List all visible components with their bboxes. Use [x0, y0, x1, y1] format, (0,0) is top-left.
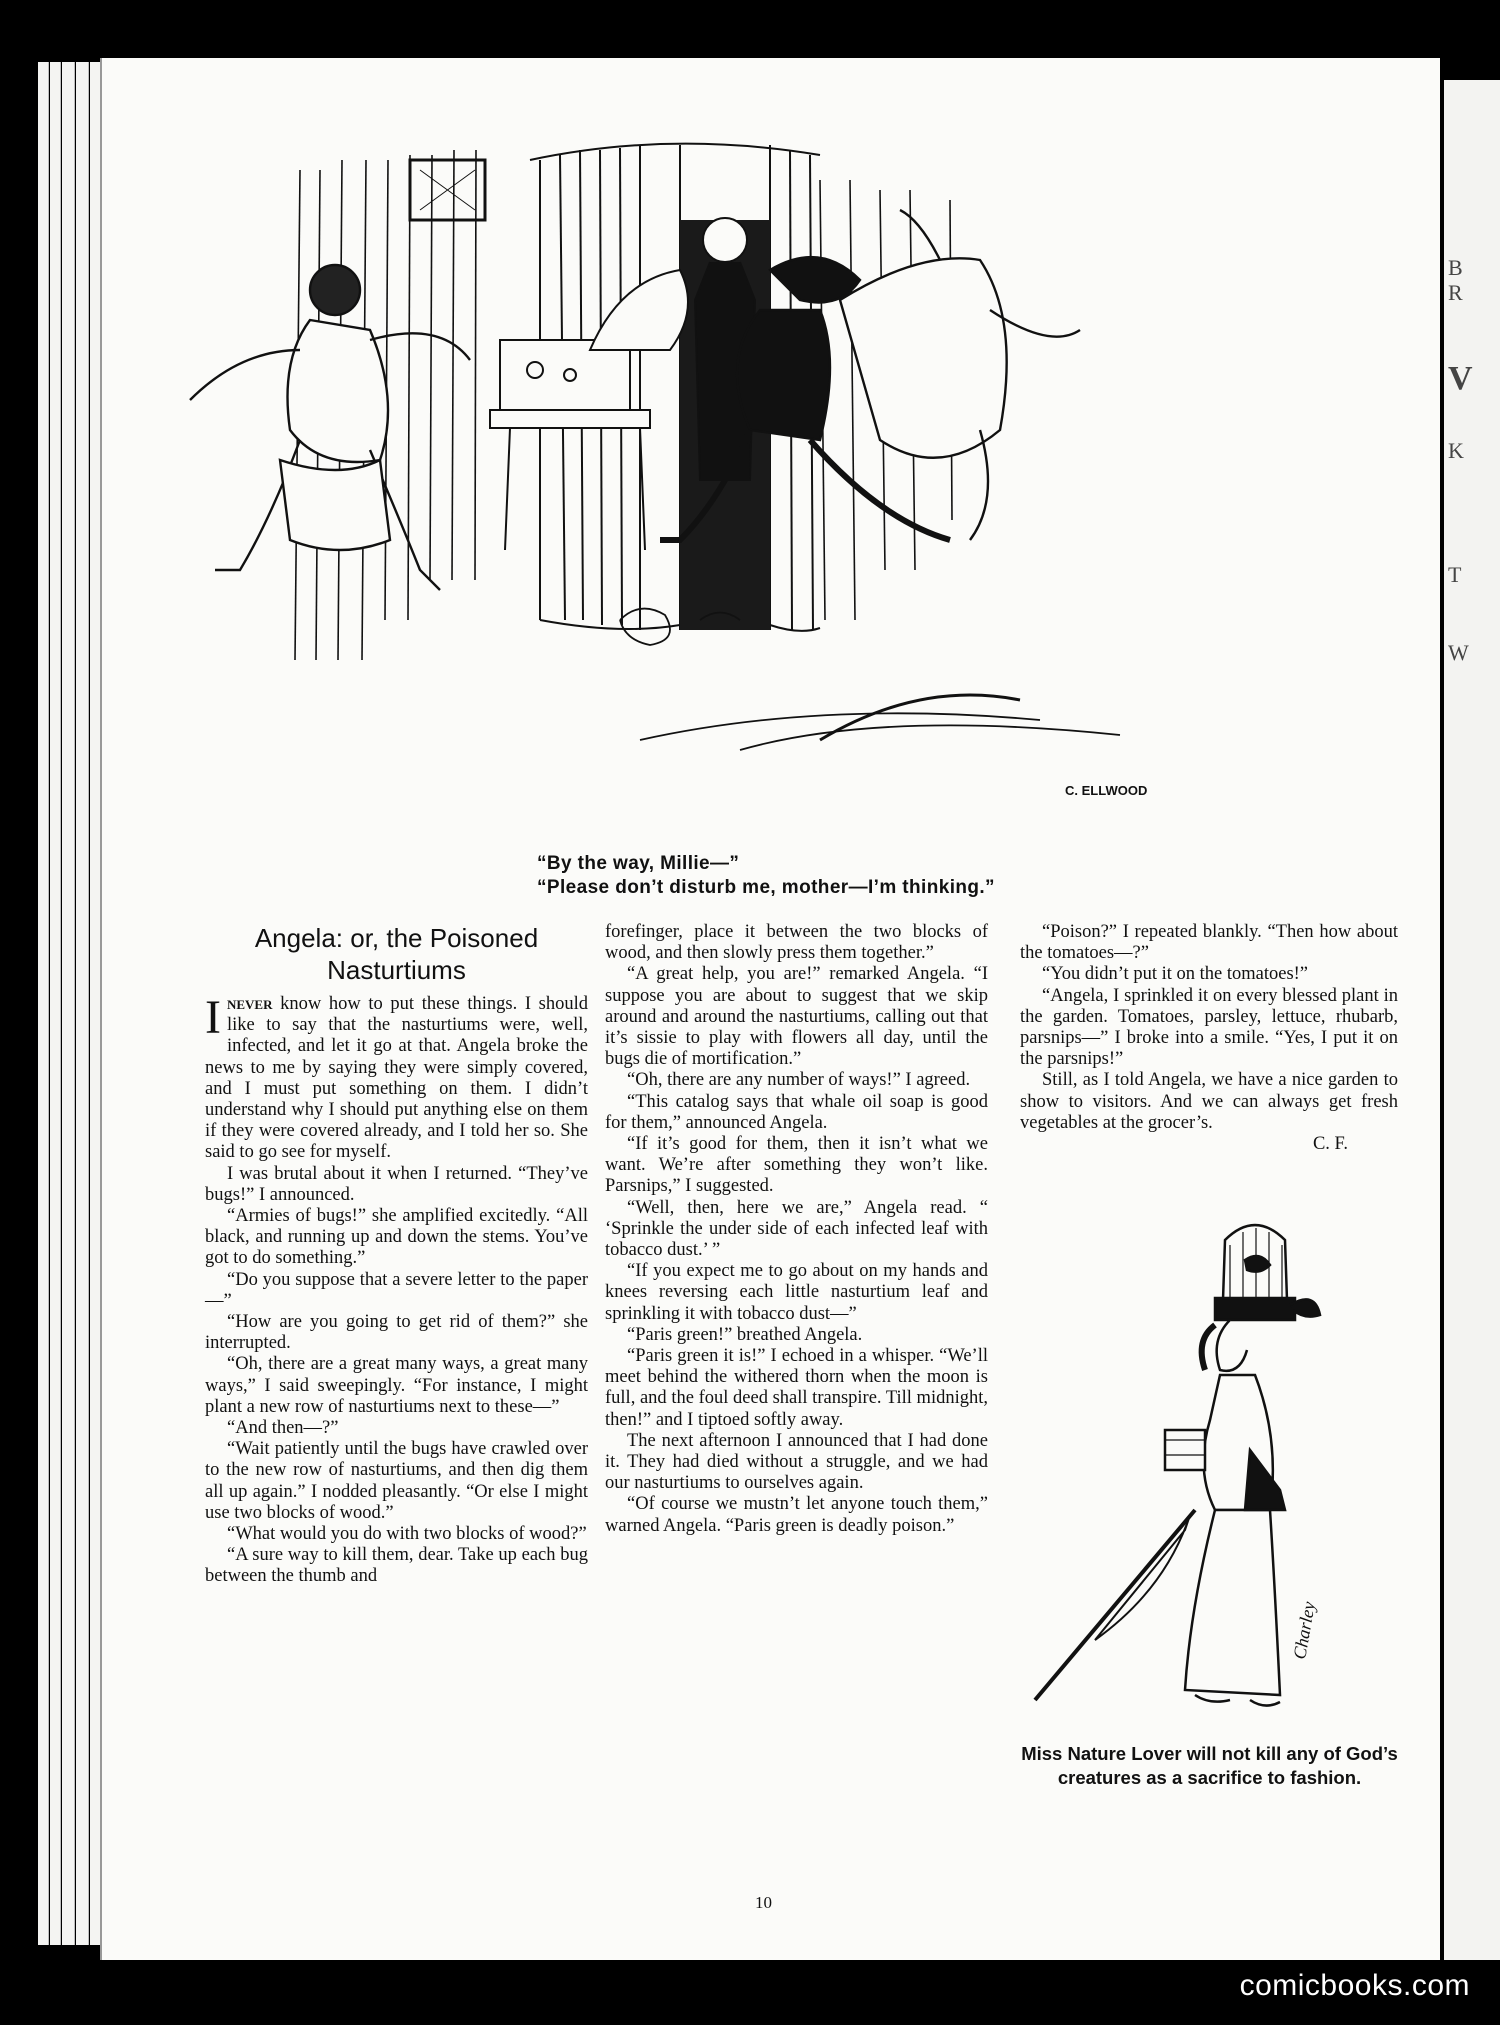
book-edge — [50, 62, 61, 1945]
paragraph: “If you expect me to go about on my hands and knees reversing each little nasturtium leaf and sprinkling it with tobacco dust—” — [605, 1261, 988, 1324]
next-page-fragment: B — [1448, 255, 1463, 280]
drop-cap: I — [205, 991, 221, 1044]
article-title: Angela: or, the Poisoned Nasturtiums — [254, 923, 539, 985]
paragraph: forefinger, place it between the two blocks of wood, and then slowly press them together.” — [605, 922, 988, 964]
paragraph: “Poison?” I repeated blankly. “Then how about the tomatoes—?” — [1020, 922, 1398, 964]
next-page-fragment: K — [1448, 438, 1464, 463]
first-paragraph — [205, 991, 588, 1164]
lady-figure — [1165, 1320, 1285, 1706]
umbrella — [1035, 1510, 1195, 1700]
illustration-caption — [537, 852, 1137, 900]
phonograph — [490, 270, 688, 550]
paragraph: “Angela, I sprinkled it on every blessed plant in the garden. Tomatoes, parsley, lettuce, rhubarb, parsnips—” I broke into a smile. “Yes, I put it on the parsnips!” — [1020, 985, 1398, 1070]
paragraph: The next afternoon I announced that I had done it. They had died without a struggle, and we had our nasturtiums to ourselves again. — [605, 1430, 988, 1494]
artist-signature: C. ELLWOOD — [1065, 783, 1148, 798]
paragraph: I was brutal about it when I returned. “They’ve bugs!” I announced. — [205, 1163, 588, 1205]
paragraph: “Do you suppose that a severe letter to the paper—” — [205, 1269, 588, 1311]
birdcage-hat — [1215, 1225, 1320, 1320]
next-page-fragment: W — [1448, 640, 1469, 665]
article-column-3 — [1020, 922, 1398, 1155]
paragraph: “Oh, there are any number of ways!” I agreed. — [627, 1070, 971, 1091]
paragraph: “This catalog says that whale oil soap is good for them,” announced Angela. — [605, 1091, 988, 1133]
book-edge — [76, 62, 89, 1945]
book-edge — [62, 62, 75, 1945]
paragraph: “Paris green it is!” I echoed in a whisper. “We’ll meet behind the withered thorn when the moon is full, and the foul deed shall transpire. Till midnight, then!” and I tiptoed softly away. — [605, 1346, 988, 1430]
artist-signature: Charley — [1289, 1600, 1320, 1661]
paragraph: “And then—?” — [227, 1418, 339, 1439]
paragraph: “Well, then, here we are,” Angela read. “ ‘Sprinkle the under side of each infected leaf with tobacco dust.’ ” — [605, 1197, 988, 1261]
first-paragraph-text: know how to put these things. I should like to say that the nasturtiums were, well, infected, and let it go at that. Angela broke the news to me by saying they were simply covered, and I must put something on them. I didn’t understand why I should put anything else on them if they were covered already, and I told her so. She said to go see for myself. — [205, 994, 588, 1163]
paragraph: “What would you do with two blocks of wood?” — [227, 1524, 587, 1545]
left-dancer — [190, 265, 470, 590]
illustration-caption: Miss Nature Lover will not kill any of God’s creatures as a sacrifice to fashion. — [1021, 1743, 1398, 1788]
next-page-fragment: V — [1448, 360, 1473, 397]
paragraph: “How are you going to get rid of them?” she interrupted. — [205, 1312, 588, 1354]
paragraph: “If it’s good for them, then it isn’t what we want. We’re after something they won’t like. Parsnips,” I suggested. — [605, 1134, 988, 1197]
nature-lover-illustration — [1015, 1210, 1400, 1730]
paragraph: “A sure way to kill them, dear. Take up each bug between the thumb and — [205, 1545, 588, 1587]
paragraph: “Armies of bugs!” she amplified excitedly. “All black, and running up and down the stems. You’ve got to do something.” — [205, 1206, 588, 1269]
page-number: 10 — [755, 1893, 772, 1912]
paragraph: Still, as I told Angela, we have a nice garden to show to visitors. And we can always get fresh vegetables at the grocer’s. — [1020, 1070, 1398, 1133]
paragraph: “Wait patiently until the bugs have crawled over to the new row of nasturtiums, and then dig them all up again.” I nodded pleasantly. “Or else I might use two blocks of wood.” — [205, 1439, 588, 1523]
next-page-fragment: T — [1448, 562, 1462, 587]
next-page-fragment: R — [1448, 280, 1463, 305]
next-page-edge — [1444, 80, 1500, 1960]
book-edge — [38, 62, 49, 1945]
article-column-2 — [605, 922, 988, 1537]
paragraph: “Paris green!” breathed Angela. — [627, 1324, 863, 1345]
paragraph: “You didn’t put it on the tomatoes!” — [1042, 964, 1309, 985]
signoff-line — [1020, 1134, 1398, 1155]
lead-smallcaps: never — [226, 994, 273, 1014]
author-initials: C. F. — [1312, 1134, 1348, 1155]
paragraph: “Of course we mustn’t let anyone touch them,” warned Angela. “Paris green is deadly poison.” — [605, 1494, 988, 1536]
caption-line: “By the way, Millie—” — [537, 853, 740, 874]
article-column-1 — [205, 922, 588, 1588]
site-watermark: comicbooks.com — [1239, 1969, 1470, 2002]
caption-line: “Please don’t disturb me, mother—I’m thinking.” — [537, 877, 995, 898]
paragraph: “Oh, there are a great many ways, a great many ways,” I said sweepingly. “For instance, I might plant a new row of nasturtiums next to these—” — [205, 1354, 588, 1417]
paragraph: “A great help, you are!” remarked Angela. “I suppose you are about to suggest that we skip around and around the nasturtiums, calling out that it’s sissie to play with flowers all day, until the bugs die of mortification.” — [605, 964, 988, 1070]
dancing-illustration — [120, 100, 1270, 850]
